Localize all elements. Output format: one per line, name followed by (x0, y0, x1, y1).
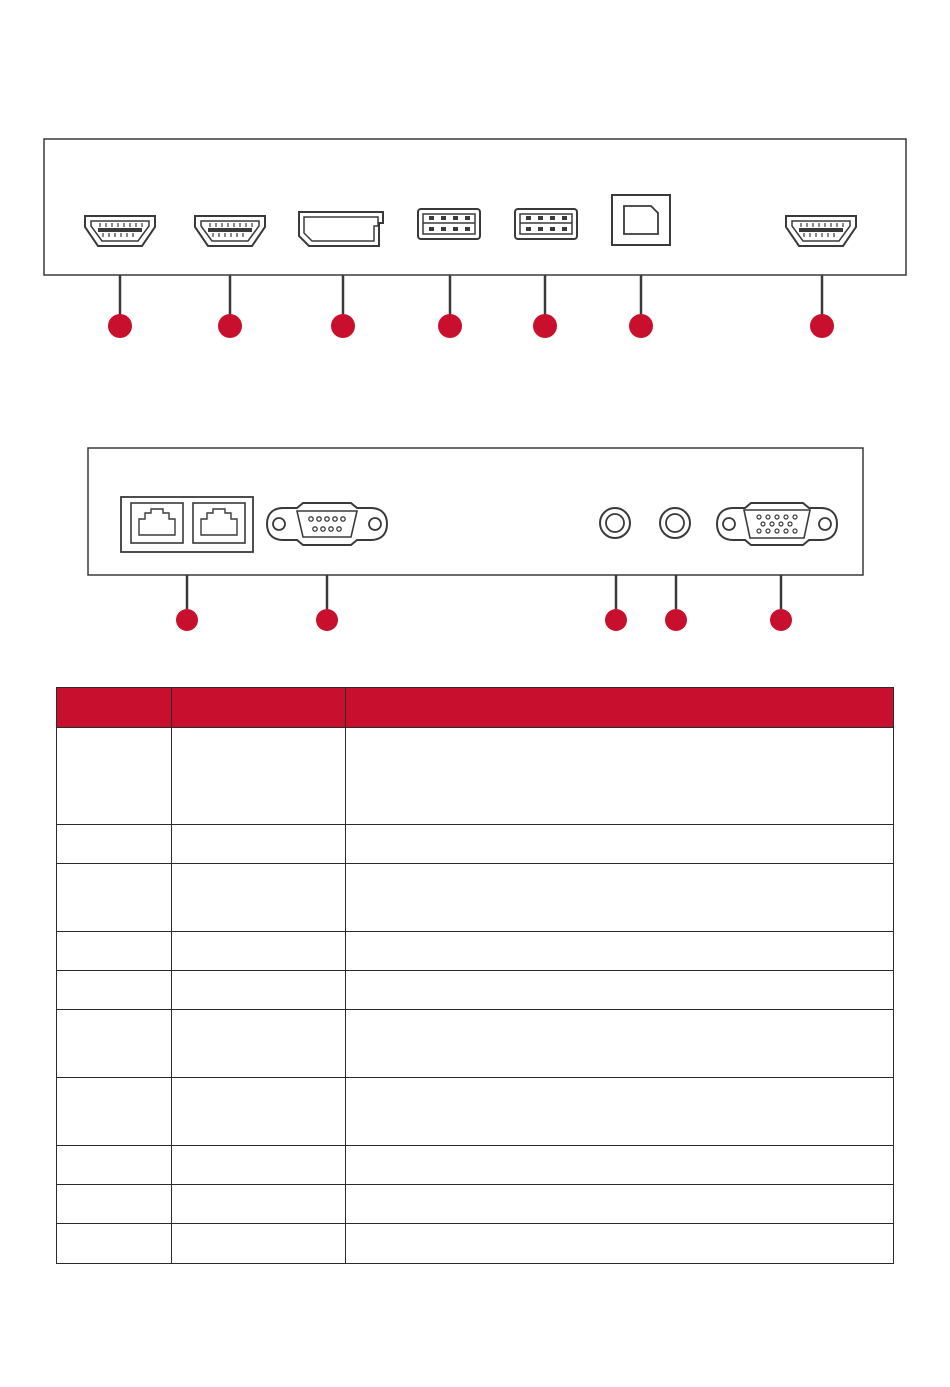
callout-dot (438, 314, 462, 338)
io-panels-diagram (0, 0, 950, 680)
table-cell (346, 825, 894, 864)
table-cell (172, 1146, 346, 1185)
column-header (346, 688, 894, 728)
callout-dot (605, 609, 627, 631)
table-cell (172, 1185, 346, 1224)
usb-a-port-icon (515, 209, 577, 239)
vga-port-icon (717, 503, 837, 545)
table-cell (172, 971, 346, 1010)
table-cell (57, 971, 172, 1010)
table-cell (172, 825, 346, 864)
table-cell (57, 1185, 172, 1224)
table-row (57, 728, 894, 825)
table-cell (172, 864, 346, 932)
table-cell (57, 932, 172, 971)
table-cell (346, 1185, 894, 1224)
rj45-port-icon (131, 503, 183, 543)
callout-dot (316, 609, 338, 631)
column-header (57, 688, 172, 728)
hdmi-port-icon (195, 216, 265, 246)
table-cell (57, 825, 172, 864)
table-cell (172, 1078, 346, 1146)
callout-dot (665, 609, 687, 631)
table-cell (57, 1010, 172, 1078)
top-io-panel (44, 139, 906, 275)
table-cell (346, 1224, 894, 1264)
table-header-row (57, 688, 894, 728)
callout-dot (176, 609, 198, 631)
table-cell (57, 728, 172, 825)
callout-dot (770, 609, 792, 631)
table-row (57, 864, 894, 932)
table-cell (57, 1078, 172, 1146)
table-cell (172, 1010, 346, 1078)
port-spec-table (56, 687, 894, 1264)
callout-dot (533, 314, 557, 338)
audio-jack-icon (660, 508, 690, 538)
callout-dot (331, 314, 355, 338)
table-cell (346, 1078, 894, 1146)
callout-dot (810, 314, 834, 338)
table-cell (346, 1146, 894, 1185)
table-row (57, 1224, 894, 1264)
table-row (57, 1078, 894, 1146)
column-header (172, 688, 346, 728)
hdmi-port-icon (85, 216, 155, 246)
callout-dot (108, 314, 132, 338)
table-cell (346, 728, 894, 825)
table-cell (172, 1224, 346, 1264)
rj45-port-icon (193, 503, 245, 543)
table-cell (57, 1146, 172, 1185)
bottom-io-panel (88, 448, 863, 575)
table-cell (346, 864, 894, 932)
table-cell (172, 728, 346, 825)
table-cell (346, 1010, 894, 1078)
table-row (57, 971, 894, 1010)
audio-jack-icon (600, 508, 630, 538)
usb-b-port-icon (612, 195, 670, 245)
table-row (57, 1185, 894, 1224)
table-row (57, 1146, 894, 1185)
table-cell (346, 971, 894, 1010)
table-cell (57, 864, 172, 932)
table-cell (346, 932, 894, 971)
callout-dot (629, 314, 653, 338)
table-row (57, 825, 894, 864)
table-row (57, 932, 894, 971)
hdmi-port-icon (786, 216, 856, 246)
displayport-icon (299, 212, 383, 246)
table-row (57, 1010, 894, 1078)
table-cell (57, 1224, 172, 1264)
usb-a-port-icon (418, 209, 480, 239)
callout-dot (218, 314, 242, 338)
table-cell (172, 932, 346, 971)
rs232-db9-port-icon (267, 503, 387, 545)
